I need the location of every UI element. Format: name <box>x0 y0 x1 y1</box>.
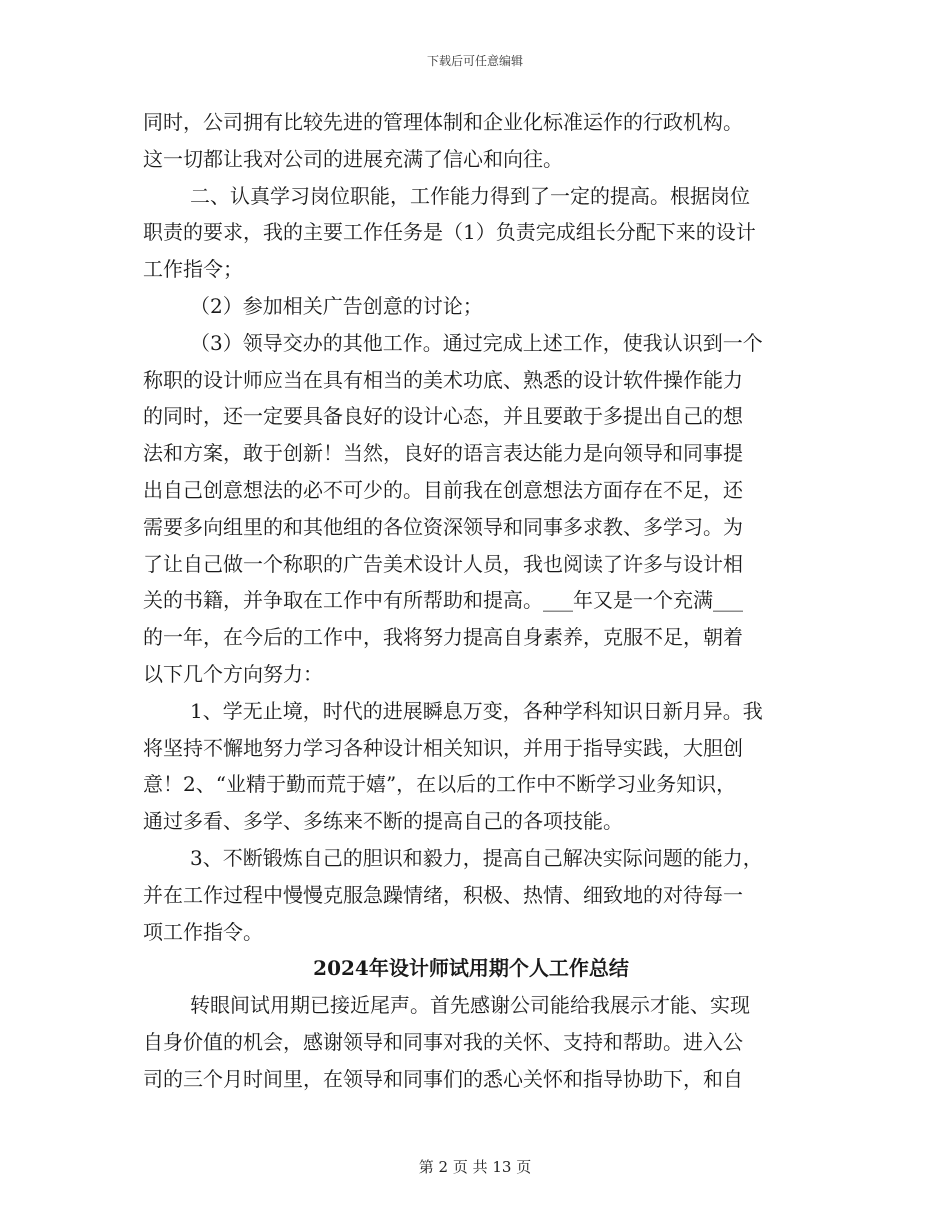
text-line: 关的书籍，并争取在工作中有所帮助和提高。___年又是一个充满___ <box>143 588 743 613</box>
text-line: 法和方案，敢于创新！当然，良好的语言表达能力是向领导和同事提 <box>143 441 743 466</box>
text-line: （2）参加相关广告创意的讨论； <box>190 293 483 318</box>
text-line: 称职的设计师应当在具有相当的美术功底、熟悉的设计软件操作能力 <box>143 367 743 392</box>
text-line: 职责的要求，我的主要工作任务是（1）负责完成组长分配下来的设计 <box>143 220 756 245</box>
text-line: 司的三个月时间里，在领导和同事们的悉心关怀和指导协助下，和自 <box>143 1066 743 1091</box>
text-line: 转眼间试用期已接近尾声。首先感谢公司能给我展示才能、实现 <box>190 993 750 1018</box>
text-line: 需要多向组里的和其他组的各位资深领导和同事多求教、多学习。为 <box>143 514 743 539</box>
text-line: 以下几个方向努力： <box>143 661 323 686</box>
text-line: 项工作指令。 <box>143 919 263 944</box>
text-line: 1、学无止境，时代的进展瞬息万变，各种学科知识日新月异。我 <box>190 698 763 723</box>
text-line: （3）领导交办的其他工作。通过完成上述工作，使我认识到一个 <box>190 330 763 355</box>
document-body <box>143 104 811 1098</box>
header-note: 下载后可任意编辑 <box>426 54 523 68</box>
text-line: 的一年，在今后的工作中，我将努力提高自身素养，克服不足，朝着 <box>143 625 743 650</box>
text-line: 出自己创意想法的必不可少的。目前我在创意想法方面存在不足，还 <box>143 477 743 502</box>
text-line: 了让自己做一个称职的广告美术设计人员，我也阅读了许多与设计相 <box>143 551 743 576</box>
section-title: 2024年设计师试用期个人工作总结 <box>313 956 629 981</box>
text-line: 工作指令； <box>143 257 243 282</box>
page-number: 第 2 页 共 13 页 <box>418 1158 532 1176</box>
text-line: 并在工作过程中慢慢克服急躁情绪，积极、热情、细致地的对待每一 <box>143 882 743 907</box>
text-line: 同时，公司拥有比较先进的管理体制和企业化标准运作的行政机构。 <box>143 110 743 134</box>
text-line: 将坚持不懈地努力学习各种设计相关知识，并用于指导实践，大胆创 <box>143 735 743 760</box>
text-line: 通过多看、多学、多练来不断的提高自己的各项技能。 <box>143 809 623 834</box>
text-line: 自身价值的机会，感谢领导和同事对我的关怀、支持和帮助。进入公 <box>143 1029 743 1054</box>
text-line: 意！2、“业精于勤而荒于嬉”，在以后的工作中不断学习业务知识， <box>143 772 737 797</box>
text-line: 的同时，还一定要具备良好的设计心态，并且要敢于多提出自己的想 <box>143 404 743 429</box>
text-line: 二、认真学习岗位职能，工作能力得到了一定的提高。根据岗位 <box>190 183 750 208</box>
text-line: 3、不断锻炼自己的胆识和毅力，提高自己解决实际问题的能力， <box>190 845 763 870</box>
text-line: 这一切都让我对公司的进展充满了信心和向往。 <box>143 146 563 171</box>
